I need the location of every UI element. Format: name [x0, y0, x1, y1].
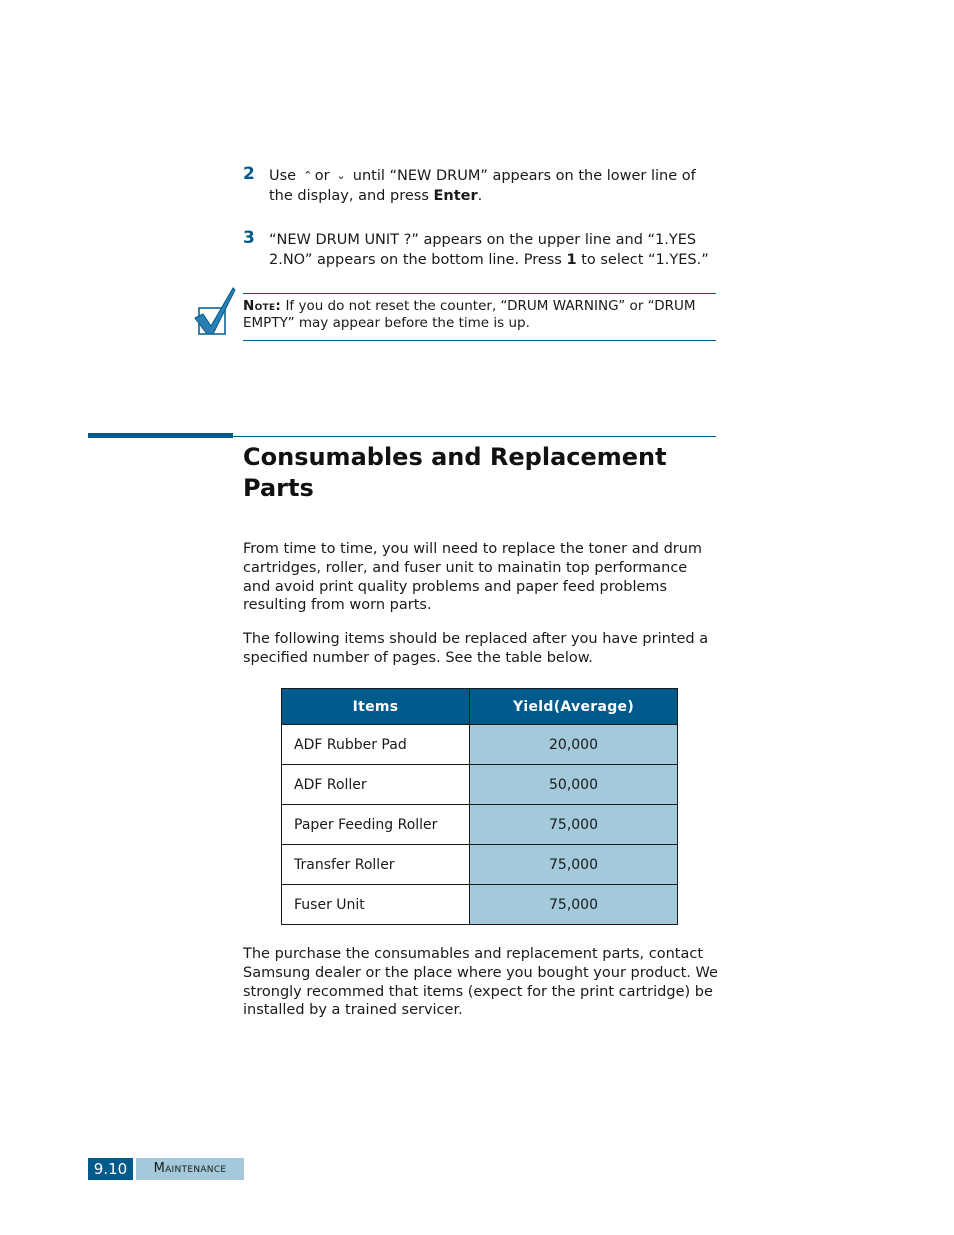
table-header-row [282, 689, 678, 725]
note-top-rule [243, 293, 716, 294]
item-yield: 75,000 [470, 805, 678, 845]
table-row [282, 805, 678, 845]
item-name: Fuser Unit [282, 885, 470, 925]
note [243, 298, 716, 332]
table-row [282, 765, 678, 805]
intro-paragraph: From time to time, you will need to replace the toner and drum cartridges, roller, and fuser unit to mainatin top performance and avoid print quality problems and paper feed problems resulting from worn parts. [243, 541, 703, 614]
item-name: ADF Rubber Pad [282, 725, 470, 765]
step-number: 3 [243, 228, 255, 248]
note-text: If you do not reset the counter, “DRUM WARNING” or “DRUM EMPTY” may appear before the time is up. [243, 298, 696, 331]
table-intro-paragraph: The following items should be replaced after you have printed a specified number of pages. See the table below. [243, 631, 709, 666]
down-arrow-icon: ⌄ [336, 169, 346, 182]
item-name: Paper Feeding Roller [282, 805, 470, 845]
key-1-label: 1 [566, 252, 577, 268]
table-row [282, 725, 678, 765]
table-row [282, 885, 678, 925]
column-header-yield: Yield(Average) [470, 689, 678, 725]
section-title: Consumables and Replacement Parts [243, 443, 667, 502]
column-header-items: Items [282, 689, 470, 725]
step-2 [243, 166, 718, 206]
note-label: Note: [243, 298, 282, 314]
enter-key-label: Enter [433, 188, 478, 204]
section-rule [233, 436, 716, 437]
checkmark-note-icon [193, 286, 237, 336]
item-name: Transfer Roller [282, 845, 470, 885]
purchase-paragraph: The purchase the consumables and replacement parts, contact Samsung dealer or the place where you bought your product. We strongly recommed that items (expect for the print cartridge) be installed by a trained servicer. [243, 946, 718, 1019]
item-yield: 75,000 [470, 845, 678, 885]
table-row [282, 845, 678, 885]
step-number: 2 [243, 164, 255, 184]
item-yield: 75,000 [470, 885, 678, 925]
step-text: Use ⌃ or ⌄ until “NEW DRUM” appears on the lower line of the display, and press Enter. [269, 168, 696, 204]
item-yield: 50,000 [470, 765, 678, 805]
item-name: ADF Roller [282, 765, 470, 805]
up-arrow-icon: ⌃ [303, 169, 313, 182]
step-3 [243, 230, 718, 270]
section-bar [88, 433, 233, 438]
page-number: 9.10 [88, 1158, 133, 1180]
step-text: “NEW DRUM UNIT ?” appears on the upper line and “1.YES 2.NO” appears on the bottom line. Press 1 to select “1.YES.” [269, 232, 709, 268]
note-bottom-rule [243, 340, 716, 341]
chapter-label: Maintenance [136, 1158, 244, 1180]
parts-table [281, 688, 678, 925]
item-yield: 20,000 [470, 725, 678, 765]
